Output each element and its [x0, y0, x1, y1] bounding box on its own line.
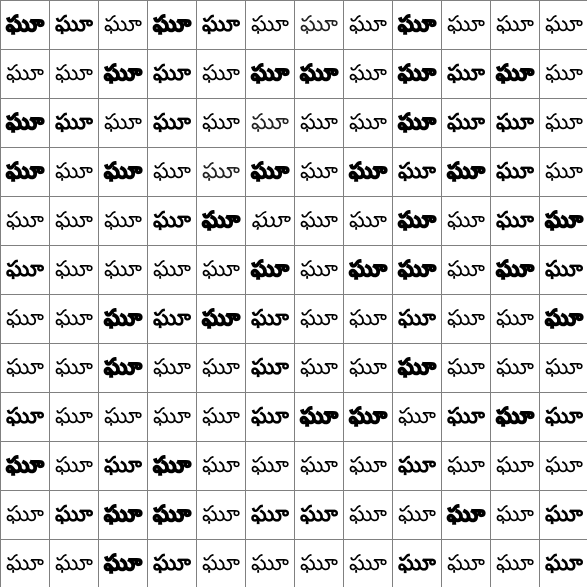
- glyph-cell: ఘూ: [197, 295, 245, 343]
- glyph-cell: ఘూ: [540, 246, 587, 294]
- glyph-cell: ఘూ: [393, 197, 441, 245]
- glyph-cell: ఘూ: [148, 393, 196, 441]
- glyph-cell: ఘూ: [1, 442, 49, 490]
- glyph-cell: ఘూ: [491, 344, 539, 392]
- glyph-cell: ఘూ: [246, 246, 294, 294]
- glyph-cell: ఘూ: [344, 148, 392, 196]
- glyph-cell: ఘూ: [491, 99, 539, 147]
- glyph-cell: ఘూ: [246, 540, 294, 588]
- glyph-cell: ఘూ: [148, 344, 196, 392]
- glyph-cell: ఘూ: [442, 540, 490, 588]
- glyph-cell: ఘూ: [442, 246, 490, 294]
- glyph-cell: ఘూ: [295, 442, 343, 490]
- glyph-cell: ఘూ: [197, 148, 245, 196]
- glyph-cell: ఘూ: [148, 295, 196, 343]
- glyph-cell: ఘూ: [393, 393, 441, 441]
- glyph-cell: ఘూ: [197, 540, 245, 588]
- glyph-cell: ఘూ: [393, 344, 441, 392]
- glyph-cell: ఘూ: [99, 295, 147, 343]
- glyph-cell: ఘూ: [295, 50, 343, 98]
- glyph-cell: ఘూ: [393, 148, 441, 196]
- glyph-cell: ఘూ: [1, 1, 49, 49]
- glyph-cell: ఘూ: [295, 246, 343, 294]
- glyph-cell: ఘూ: [99, 344, 147, 392]
- glyph-cell: ఘూ: [442, 197, 490, 245]
- glyph-cell: ఘూ: [393, 99, 441, 147]
- glyph-cell: ఘూ: [540, 148, 587, 196]
- glyph-cell: ఘూ: [148, 148, 196, 196]
- glyph-cell: ఘూ: [295, 1, 343, 49]
- glyph-cell: ఘూ: [197, 442, 245, 490]
- glyph-cell: ఘూ: [148, 50, 196, 98]
- glyph-cell: ఘూ: [344, 50, 392, 98]
- glyph-cell: ఘూ: [246, 99, 294, 147]
- glyph-cell: ఘూ: [540, 50, 587, 98]
- glyph-cell: ఘూ: [246, 295, 294, 343]
- glyph-cell: ఘూ: [393, 246, 441, 294]
- glyph-cell: ఘూ: [50, 1, 98, 49]
- glyph-cell: ఘూ: [148, 442, 196, 490]
- glyph-cell: ఘూ: [50, 246, 98, 294]
- glyph-cell: ఘూ: [491, 246, 539, 294]
- glyph-cell: ఘూ: [442, 442, 490, 490]
- glyph-cell: ఘూ: [99, 50, 147, 98]
- glyph-cell: ఘూ: [540, 295, 587, 343]
- glyph-cell: ఘూ: [540, 540, 587, 588]
- glyph-cell: ఘూ: [491, 1, 539, 49]
- glyph-cell: ఘూ: [442, 393, 490, 441]
- glyph-cell: ఘూ: [197, 1, 245, 49]
- glyph-cell: ఘూ: [50, 344, 98, 392]
- glyph-cell: ఘూ: [442, 1, 490, 49]
- glyph-cell: ఘూ: [491, 393, 539, 441]
- glyph-cell: ఘూ: [344, 197, 392, 245]
- glyph-cell: ఘూ: [50, 540, 98, 588]
- glyph-cell: ఘూ: [295, 344, 343, 392]
- glyph-cell: ఘూ: [1, 99, 49, 147]
- glyph-cell: ఘూ: [99, 1, 147, 49]
- glyph-cell: ఘూ: [99, 393, 147, 441]
- glyph-cell: ఘూ: [99, 491, 147, 539]
- glyph-cell: ఘూ: [295, 295, 343, 343]
- glyph-cell: ఘూ: [491, 148, 539, 196]
- glyph-cell: ఘూ: [442, 344, 490, 392]
- glyph-cell: ఘూ: [246, 491, 294, 539]
- glyph-cell: ఘూ: [197, 50, 245, 98]
- glyph-cell: ఘూ: [99, 99, 147, 147]
- glyph-cell: ఘూ: [442, 491, 490, 539]
- glyph-cell: ఘూ: [50, 148, 98, 196]
- glyph-cell: ఘూ: [148, 1, 196, 49]
- glyph-cell: ఘూ: [540, 442, 587, 490]
- glyph-cell: ఘూ: [540, 491, 587, 539]
- glyph-cell: ఘూ: [393, 295, 441, 343]
- glyph-cell: ఘూ: [344, 99, 392, 147]
- glyph-cell: ఘూ: [491, 295, 539, 343]
- glyph-cell: ఘూ: [491, 442, 539, 490]
- glyph-cell: ఘూ: [197, 491, 245, 539]
- glyph-cell: ఘూ: [540, 197, 587, 245]
- glyph-cell: ఘూ: [295, 540, 343, 588]
- glyph-cell: ఘూ: [344, 393, 392, 441]
- glyph-cell: ఘూ: [148, 197, 196, 245]
- glyph-cell: ఘూ: [393, 442, 441, 490]
- glyph-cell: ఘూ: [491, 50, 539, 98]
- glyph-cell: ఘూ: [246, 393, 294, 441]
- glyph-cell: ఘూ: [246, 197, 294, 245]
- glyph-cell: ఘూ: [442, 50, 490, 98]
- glyph-cell: ఘూ: [393, 50, 441, 98]
- glyph-cell: ఘూ: [50, 295, 98, 343]
- glyph-cell: ఘూ: [50, 393, 98, 441]
- glyph-cell: ఘూ: [148, 99, 196, 147]
- glyph-cell: ఘూ: [99, 442, 147, 490]
- glyph-cell: ఘూ: [442, 295, 490, 343]
- glyph-cell: ఘూ: [295, 197, 343, 245]
- glyph-cell: ఘూ: [1, 393, 49, 441]
- glyph-cell: ఘూ: [148, 491, 196, 539]
- glyph-cell: ఘూ: [393, 491, 441, 539]
- glyph-cell: ఘూ: [540, 344, 587, 392]
- glyph-cell: ఘూ: [295, 491, 343, 539]
- glyph-cell: ఘూ: [442, 148, 490, 196]
- glyph-cell: ఘూ: [99, 540, 147, 588]
- glyph-cell: ఘూ: [491, 540, 539, 588]
- glyph-cell: ఘూ: [246, 344, 294, 392]
- glyph-cell: ఘూ: [1, 246, 49, 294]
- glyph-cell: ఘూ: [344, 1, 392, 49]
- glyph-cell: ఘూ: [148, 246, 196, 294]
- glyph-cell: ఘూ: [393, 540, 441, 588]
- glyph-cell: ఘూ: [246, 442, 294, 490]
- glyph-cell: ఘూ: [197, 197, 245, 245]
- glyph-cell: ఘూ: [1, 148, 49, 196]
- glyph-cell: ఘూ: [99, 148, 147, 196]
- glyph-cell: ఘూ: [344, 442, 392, 490]
- glyph-cell: ఘూ: [99, 197, 147, 245]
- glyph-cell: ఘూ: [99, 246, 147, 294]
- glyph-cell: ఘూ: [491, 197, 539, 245]
- glyph-cell: ఘూ: [491, 491, 539, 539]
- glyph-cell: ఘూ: [50, 50, 98, 98]
- glyph-cell: ఘూ: [246, 148, 294, 196]
- glyph-cell: ఘూ: [50, 99, 98, 147]
- glyph-cell: ఘూ: [148, 540, 196, 588]
- glyph-cell: ఘూ: [50, 442, 98, 490]
- glyph-cell: ఘూ: [540, 99, 587, 147]
- glyph-cell: ఘూ: [246, 50, 294, 98]
- glyph-cell: ఘూ: [393, 1, 441, 49]
- glyph-cell: ఘూ: [1, 50, 49, 98]
- glyph-cell: ఘూ: [295, 148, 343, 196]
- glyph-cell: ఘూ: [295, 393, 343, 441]
- glyph-cell: ఘూ: [1, 344, 49, 392]
- glyph-cell: ఘూ: [295, 99, 343, 147]
- glyph-cell: ఘూ: [50, 491, 98, 539]
- glyph-cell: ఘూ: [50, 197, 98, 245]
- glyph-cell: ఘూ: [1, 295, 49, 343]
- glyph-cell: ఘూ: [1, 540, 49, 588]
- glyph-cell: ఘూ: [246, 1, 294, 49]
- glyph-cell: ఘూ: [197, 344, 245, 392]
- glyph-cell: ఘూ: [197, 99, 245, 147]
- glyph-cell: ఘూ: [344, 540, 392, 588]
- glyph-cell: ఘూ: [344, 344, 392, 392]
- glyph-cell: ఘూ: [1, 491, 49, 539]
- glyph-cell: ఘూ: [540, 1, 587, 49]
- glyph-cell: ఘూ: [540, 393, 587, 441]
- glyph-cell: ఘూ: [344, 246, 392, 294]
- glyph-cell: ఘూ: [197, 246, 245, 294]
- glyph-cell: ఘూ: [442, 99, 490, 147]
- glyph-cell: ఘూ: [344, 295, 392, 343]
- glyph-cell: ఘూ: [1, 197, 49, 245]
- glyph-cell: ఘూ: [197, 393, 245, 441]
- glyph-cell: ఘూ: [344, 491, 392, 539]
